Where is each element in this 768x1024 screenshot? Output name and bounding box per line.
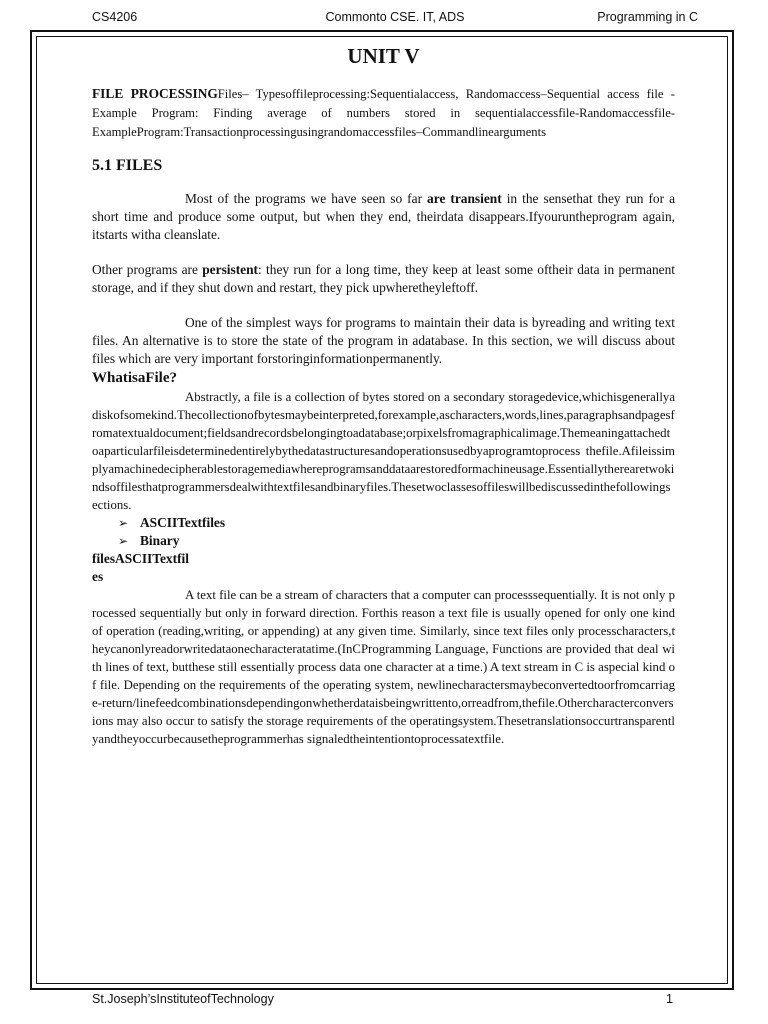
- section-heading: 5.1 FILES: [92, 157, 163, 174]
- header-department: Commonto CSE. IT, ADS: [325, 10, 465, 24]
- header-course-code: CS4206: [92, 10, 138, 24]
- subheading-what-is-a-file: WhatisaFile?: [92, 370, 177, 386]
- paragraph-text-files: One of the simplest ways for programs to maintain their data is byreading and writing text files. An alternative is to store the state of the program in adatabase. In this section, we will discuss about files which are very important forstoringinformationpermanently.: [92, 315, 675, 366]
- unit-syllabus: [92, 84, 675, 142]
- paragraph-file-definition: Abstractly, a file is a collection of bytes stored on a secondary storagedevice,whichisgenerallyadiskofsomekind.Thecollectionofbytesmaybeinterpreted,forexample,ascharacters,words,lines,paragraphsandpagesfromatextualdocument;fieldsandrecordsbelongingtoadatabase;orpixelsfromagraphicalimage.Themeaningattachedtoaparticularfileisdeterminedentirelybythedatastructuresandoperationsusedbyaprogramtoprocess thefile.Afileissimplyamachinedecipherablestoragemediawhereprogramsanddataarestoredformachineusage.Essentiallytherearetwokindsoffilesthatprogrammersdealwithtextfilesandbinaryfiles.Thesetwoclassesoffileswillbediscussedinthefollowingsections.: [92, 390, 675, 512]
- header-subject: Programming in C: [597, 10, 698, 24]
- unit-title: UNIT V: [347, 44, 420, 68]
- ascii-heading-line-1: filesASCIITextfil: [92, 551, 189, 566]
- page-footer: [92, 992, 673, 1006]
- term-persistent: persistent: [202, 262, 259, 277]
- paragraph-persistent: Other programs are persistent: they run for a long time, they keep at least some oftheir data in permanent storage, and if they shut down and restart, they pick upwheretheyleftoff.: [92, 262, 675, 295]
- ascii-heading-line-2: es: [92, 569, 104, 584]
- arrowhead-bullet-icon: ➢: [118, 534, 129, 548]
- footer-institute: St.Joseph’sInstituteofTechnology: [92, 992, 274, 1006]
- file-types-list: [92, 514, 675, 550]
- paragraph-ascii-text-files: A text file can be a stream of characters that a computer can processsequentially. It is not only processed sequentially but only in forward direction. Forthis reason a text file is usually opened for only one kind of operation (reading,writing, or appending) at any given time. Similarly, since text files only processcharacters,theycanonlyreadorwritedataonecharacteratatime.(InCProgramming Language, Functions are provided that deal with lines of text, butthese still essentially process data one character at a time.) A text stream in C is aspecial kind of file. Depending on the requirements of the operating system, newlinecharactersmaybeconvertedtoorfromcarriage-return/linefeedcombinationsdependingonwhetherdataisbeingwrittento,orreadfrom,thefile.Othercharacterconversions may also occur to satisfy the storage requirements of the operatingsystem.Thesetranslationsoccurtransparentlyandtheyoccurbecausetheprogrammerhas signaledtheintentiontoprocessatextfile.: [92, 588, 675, 746]
- list-item: ➢ Binary: [118, 533, 180, 548]
- page-content: [92, 40, 675, 748]
- list-item: ➢ ASCIITextfiles: [118, 515, 226, 530]
- page-header: [92, 10, 698, 24]
- arrowhead-bullet-icon: ➢: [118, 516, 129, 530]
- syllabus-lead: FILE PROCESSING: [92, 86, 218, 101]
- paragraph-transient: Most of the programs we have seen so far are transient in the sensethat they run for a short time and produce some output, but when they end, theirdata disappears.Ifyouruntheprogram again, itstarts witha cleanslate.: [92, 191, 676, 242]
- term-transient: are transient: [427, 191, 502, 206]
- page-number: 1: [666, 992, 673, 1006]
- syllabus-topics: Files– Typesoffileprocessing:Sequentialaccess, Randomaccess–Sequential access file - Example Program: Finding average of numbers stored in sequentialaccessfile-Randomaccessfile-ExampleProgram:Transactionprocessingusingrandomaccessfiles–Commandlinearguments: [92, 87, 675, 139]
